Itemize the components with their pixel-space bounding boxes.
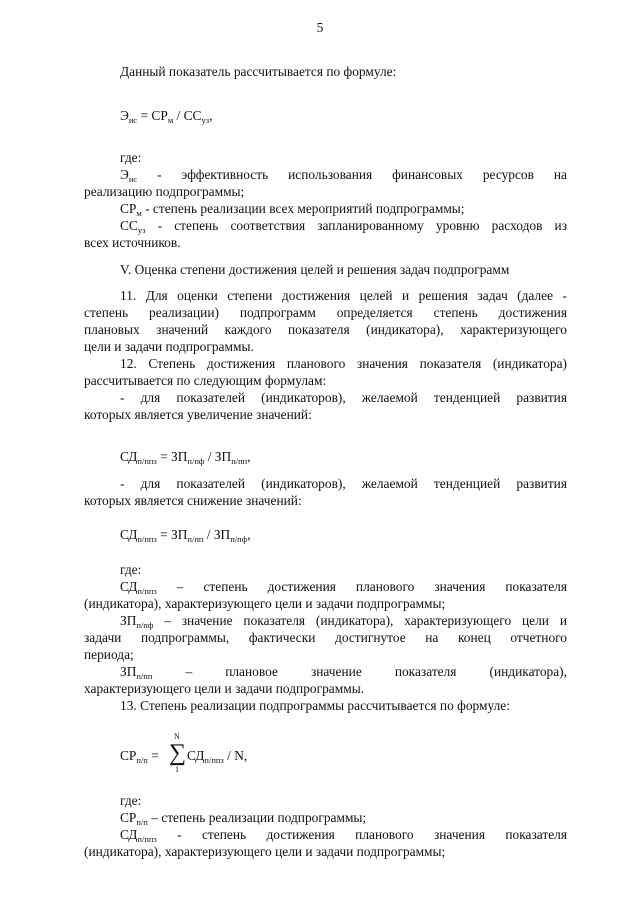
definition-line: $ЗП_{п/пф}$ – значение показателя (индикатора), характеризующего цели и [120, 613, 567, 630]
definition-line: периода; [84, 647, 134, 662]
definition-line: (индикатора), характеризующего цели и задачи подпрограммы; [84, 596, 446, 611]
definition-line: (индикатора), характеризующего цели и задачи подпрограммы; [84, 844, 446, 859]
definition-line: реализацию подпрограммы; [84, 184, 245, 199]
definition-line: $ЗП_{п/пп}$ – плановое значение показателя (индикатора), [120, 664, 567, 681]
paragraph-line: цели и задачи подпрограммы. [84, 339, 254, 354]
where-label: где: [120, 562, 142, 577]
intro-text: Данный показатель рассчитывается по формуле: [120, 64, 397, 79]
formula-program-realization: $СР_{п/п}$ = [120, 748, 159, 765]
where-label: где: [120, 150, 142, 165]
sum-lower-limit: 1 [175, 765, 179, 774]
definition-line: характеризующего цели и задачи подпрограммы. [84, 681, 365, 696]
sum-symbol: ∑ [169, 740, 187, 766]
definition-line: $СР_м$ - степень реализации всех мероприятий подпрограммы; [120, 201, 465, 218]
paragraph-line: - для показателей (индикаторов), желаемой тенденцией развития [120, 390, 567, 405]
paragraph-line: которых является увеличение значений: [84, 407, 312, 422]
paragraph-line: степень реализации) подпрограмм определяется степень достижения [84, 305, 567, 320]
paragraph-line: плановых значений каждого показателя (индикатора), характеризующего [84, 322, 567, 337]
sum-upper-limit: N [174, 732, 180, 741]
definition-line: всех источников. [84, 235, 181, 250]
paragraph-line: которых является снижение значений: [84, 493, 302, 508]
paragraph-line: рассчитывается по следующим формулам: [84, 373, 327, 388]
page-number: 5 [316, 20, 324, 35]
paragraph-line: - для показателей (индикаторов), желаемой тенденцией развития [120, 476, 567, 491]
section-heading: V. Оценка степени достижения целей и решения задач подпрограмм [120, 262, 510, 277]
definition-line: $СС_{уз}$ - степень соответствия запланированному уровню расходов из [120, 218, 567, 235]
formula-increase: $СД_{п/ппз} = ЗП_{п/пф} / ЗП_{п/пп}$, [120, 449, 251, 466]
formula-decrease: $СД_{п/ппз} = ЗП_{п/пп} / ЗП_{п/пф}$, [120, 527, 251, 544]
definition-line: $Э_{ис}$ - эффективность использования финансовых ресурсов на [120, 167, 567, 184]
paragraph-line: 13. Степень реализации подпрограммы рассчитывается по формуле: [120, 698, 510, 713]
definition-line: задачи подпрограммы, фактически достигнутое на конец отчетного [84, 630, 567, 645]
formula-efficiency: $Э_{ис} = СР_м / СС_{уз}$, [120, 108, 213, 125]
definition-line: $СД_{п/ппз}$ - степень достижения планового значения показателя [120, 827, 567, 844]
paragraph-line: 11. Для оценки степени достижения целей и решения задач (далее - [120, 288, 567, 303]
where-label: где: [120, 793, 142, 808]
formula-sum-body: $СД_{п/ппз}$ / N, [187, 748, 248, 765]
definition-line: $СР_{п/п}$ – степень реализации подпрограммы; [120, 810, 367, 827]
paragraph-line: 12. Степень достижения планового значения показателя (индикатора) [120, 356, 567, 371]
definition-line: $СД_{п/ппз}$ – степень достижения планового значения показателя [120, 579, 567, 596]
